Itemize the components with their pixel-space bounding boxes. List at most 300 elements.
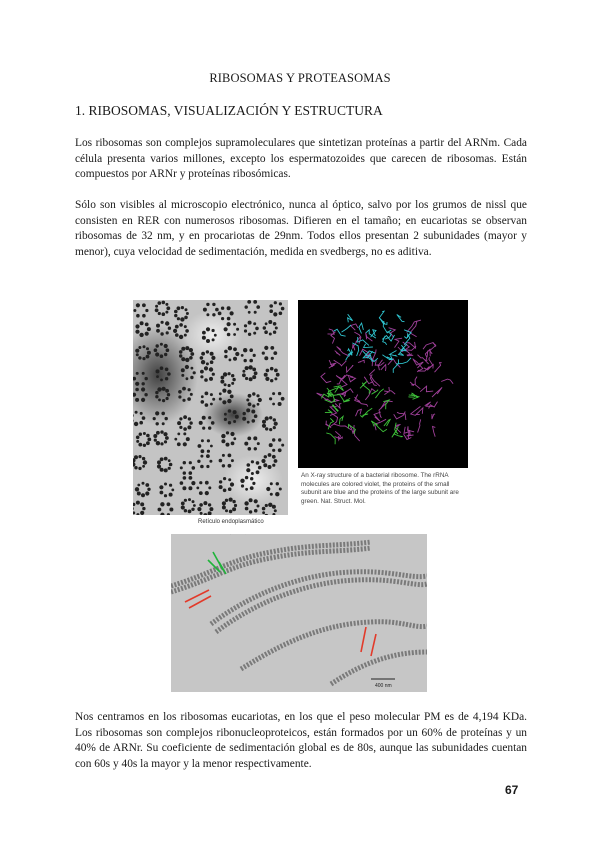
rosette-dot: [158, 312, 161, 315]
rosette-dot: [165, 303, 168, 306]
rosette-dot: [162, 301, 166, 305]
rosette-dot: [276, 373, 280, 377]
rosette-dot: [205, 481, 209, 485]
rosette-dot: [168, 327, 171, 330]
rosette-dot: [191, 508, 194, 511]
rosette-dot: [251, 410, 255, 414]
rosette-dot: [254, 311, 257, 314]
rosette-dot: [189, 471, 193, 475]
rosette-dot: [274, 509, 277, 512]
rosette-dot: [204, 366, 208, 370]
rosette-dot: [182, 387, 186, 391]
rosette-dot: [275, 327, 278, 330]
rosette-dot: [139, 333, 143, 337]
rosette-dot: [230, 482, 234, 486]
rosette-dot: [136, 436, 140, 440]
rosette-dot: [210, 445, 213, 448]
rosette-dot: [192, 500, 195, 503]
rosette-dot: [143, 432, 146, 435]
xray-ribosome-structure: [298, 300, 468, 468]
rosette-dot: [184, 499, 187, 502]
rosette-dot: [142, 482, 145, 485]
rosette-dot: [165, 436, 169, 440]
rosette-dot: [232, 507, 236, 511]
rosette-dot: [168, 467, 171, 470]
rosette-dot: [156, 324, 160, 328]
rosette-dot: [272, 505, 276, 509]
rosette-dot: [145, 377, 148, 380]
rosette-dot: [248, 394, 252, 398]
rosette-dot: [135, 382, 139, 386]
rosette-dot: [231, 459, 234, 462]
rosette-dot: [258, 466, 262, 470]
rosette-dot: [153, 417, 156, 420]
rosette-dot: [145, 332, 149, 336]
rosette-dot: [186, 377, 189, 380]
rosette-dot: [186, 437, 190, 441]
rosette-dot: [214, 334, 217, 337]
rosette-dot: [228, 384, 231, 387]
rosette-dot: [268, 453, 272, 457]
rosette-dot: [199, 491, 203, 495]
rosette-dot: [137, 492, 141, 496]
rosette-dot: [188, 388, 191, 391]
rosette-dot: [256, 305, 260, 309]
rosette-dot: [188, 498, 191, 501]
rosette-dot: [196, 487, 199, 490]
rosette-dot: [178, 395, 181, 398]
rosette-dot: [146, 347, 149, 350]
rosette-dot: [142, 372, 145, 375]
rosette-dot: [279, 312, 283, 316]
rosette-dot: [160, 366, 164, 370]
rosette-dot: [231, 382, 234, 385]
rosette-dot: [235, 415, 239, 419]
rosette-dot: [184, 509, 187, 512]
rosette-dot: [165, 417, 168, 420]
rosette-dot: [183, 471, 186, 474]
rosette-dot: [270, 346, 274, 350]
rosette-dot: [160, 502, 164, 506]
rosette-dot: [257, 403, 260, 406]
rosette-dot: [274, 377, 277, 380]
rosette-dot: [136, 501, 140, 505]
rosette-dot: [180, 317, 184, 321]
rosette-dot: [156, 422, 159, 425]
rosette-dot: [279, 302, 282, 305]
rosette-dot: [231, 442, 235, 446]
rosette-dot: [222, 454, 225, 457]
rosette-dot: [165, 389, 169, 393]
rosette-dot: [227, 399, 231, 403]
rosette-dot: [274, 301, 277, 304]
rosette-dot: [183, 427, 187, 431]
rosette-dot: [183, 442, 187, 446]
rosette-dot: [206, 465, 209, 468]
rosette-dot: [186, 312, 189, 315]
rosette-dot: [243, 412, 246, 415]
rosette-dot: [203, 308, 207, 312]
rosette-dot: [206, 303, 209, 306]
rosette-dot: [185, 358, 189, 362]
rosette-dot: [167, 372, 171, 376]
rosette-dot: [164, 353, 167, 356]
rosette-dot: [162, 422, 165, 425]
rosette-dot: [206, 327, 210, 331]
rosette-dot: [189, 356, 193, 360]
rosette-dot: [144, 393, 147, 396]
rosette-dot: [155, 352, 159, 356]
micrograph-ribosomes: [133, 300, 288, 515]
rosette-dot: [135, 388, 139, 392]
rosette-dot: [207, 450, 210, 453]
rosette-dot: [140, 511, 144, 515]
rosette-dot: [166, 397, 169, 400]
rosette-dot: [191, 367, 194, 370]
rosette-dot: [171, 489, 174, 492]
rosette-dot: [247, 421, 250, 424]
rosette-dot: [188, 486, 192, 490]
rosette-dot: [270, 379, 273, 382]
rosette-dot: [215, 308, 219, 312]
rosette-dot: [142, 314, 146, 318]
rosette-dot: [245, 507, 249, 511]
rosette-dot: [269, 416, 272, 419]
rosette-dot: [222, 501, 226, 505]
rosette-dot: [187, 425, 191, 429]
rosette-dot: [136, 303, 140, 307]
rosette-dot: [169, 484, 172, 487]
rosette-dot: [139, 433, 142, 436]
rosette-dot: [226, 431, 229, 434]
rosette-dot: [255, 327, 259, 331]
rosette-dot: [253, 322, 256, 325]
rosette-dot: [155, 308, 159, 312]
rosette-dot: [188, 417, 191, 420]
rosette-dot: [200, 455, 203, 458]
rosette-dot: [147, 327, 151, 331]
rosette-dot: [212, 303, 215, 306]
rosette-dot: [273, 426, 276, 429]
paragraph-intro: Los ribosomas son complejos supramoleculares que sintetizan proteínas a partir del ARNm. Cada célula presenta varios millones, excepto los espermatozoides que carecen de ribosomas. Están compuestos por ARNr y proteínas ribosómicas.: [75, 137, 527, 181]
rosette-dot: [160, 332, 163, 335]
rosette-dot: [201, 360, 205, 364]
rosette-dot: [158, 301, 162, 305]
rosette-dot: [246, 468, 250, 472]
rosette-dot: [137, 484, 140, 487]
rosette-dot: [233, 357, 237, 361]
rosette-dot: [175, 333, 179, 337]
rosette-dot: [187, 397, 191, 401]
rosette-dot: [183, 461, 186, 464]
rosette-dot: [227, 390, 231, 394]
rosette-dot: [273, 351, 277, 355]
rosette-dot: [273, 418, 276, 421]
rosette-dot: [248, 447, 252, 451]
rosette-dot: [156, 329, 160, 333]
rosette-dot: [165, 368, 169, 372]
rosette-dot: [142, 507, 145, 510]
rosette-dot: [134, 455, 138, 459]
rosette-dot: [253, 300, 257, 304]
rosette-dot: [278, 402, 282, 406]
rosette-dot: [138, 467, 141, 470]
rosette-dot: [157, 387, 161, 391]
rosette-dot: [271, 357, 274, 360]
rosette-dot: [141, 398, 145, 402]
rosette-dot: [179, 323, 183, 327]
rosette-dot: [164, 483, 167, 486]
rosette-dot: [252, 404, 255, 407]
rosette-dot: [262, 352, 265, 355]
rosette-dot: [252, 368, 256, 372]
rosette-dot: [138, 455, 141, 458]
rosette-dot: [252, 419, 256, 423]
rosette-dot: [183, 415, 187, 419]
rosette-dot: [275, 492, 279, 496]
paragraph-eukaryotic: Nos centramos en los ribosomas eucariotas, en los que el peso molecular PM es de 4,194 KDa. Los ribosomas son complejos ribonucleoproteicos, están formados por un 60% de proteínas y un 40% de ARNr. Su coeficiente de sedimentación global es de 80s, aunque las subunidades cuentan con 60s y 40s la mayor y la menor respectivamente.: [75, 711, 527, 770]
rosette-dot: [232, 378, 235, 381]
rosette-dot: [227, 306, 231, 310]
rosette-dot: [165, 311, 168, 314]
rosette-dot: [222, 506, 226, 510]
rosette-dot: [200, 512, 203, 515]
xray-structure-image: [298, 300, 468, 468]
rosette-dot: [269, 428, 272, 431]
rosette-dot: [202, 427, 205, 430]
rosette-dot: [249, 498, 253, 502]
rosette-dot: [201, 395, 204, 398]
rosette-dot: [253, 332, 256, 335]
rosette-dot: [262, 424, 266, 428]
rosette-dot: [155, 391, 158, 394]
rosette-dot: [221, 434, 225, 438]
rosette-dot: [246, 399, 249, 402]
rosette-dot: [198, 444, 202, 448]
rosette-dot: [183, 476, 187, 480]
rosette-dot: [205, 403, 209, 407]
rosette-dot: [248, 311, 251, 314]
rosette-dot: [253, 436, 257, 440]
rosette-dot: [248, 321, 252, 325]
rosette-dot: [142, 357, 145, 360]
rosette-dot: [207, 439, 210, 442]
rosette-dot: [142, 465, 145, 468]
rosette-dot: [264, 330, 268, 334]
rosette-dot: [143, 444, 146, 447]
rosette-dot: [210, 360, 214, 364]
rosette-dot: [219, 398, 222, 401]
rosette-dot: [138, 346, 141, 349]
document-title: RIBOSOMAS Y PROTEASOMAS: [209, 71, 391, 85]
rosette-dot: [278, 438, 281, 441]
rosette-dot: [174, 314, 177, 317]
rosette-dot: [136, 440, 139, 443]
rosette-dot: [158, 399, 161, 402]
rosette-dot: [205, 491, 209, 495]
rosette-dot: [208, 426, 211, 429]
rosette-dot: [274, 369, 278, 373]
rosette-dot: [212, 313, 215, 316]
rosette-dot: [245, 476, 248, 479]
rosette-dot: [161, 412, 165, 416]
rosette-dot: [212, 338, 215, 341]
rosette-dot: [229, 359, 232, 362]
rosette-dot: [254, 499, 258, 503]
rosette-dot: [142, 416, 146, 420]
rosette-dot: [270, 482, 273, 485]
rosette-dot: [272, 455, 276, 459]
rosette-dot: [135, 324, 139, 328]
rosette-dot: [281, 397, 285, 401]
rosette-dot: [262, 507, 266, 511]
rosette-dot: [179, 354, 182, 357]
rosette-dot: [208, 503, 211, 506]
rosette-dot: [273, 312, 277, 316]
rosette-dot: [249, 348, 253, 352]
rosette-dot: [166, 348, 170, 352]
rosette-dot: [185, 329, 189, 333]
rosette-dot: [199, 481, 202, 484]
rosette-dot: [145, 483, 149, 487]
rosette-dot: [209, 507, 213, 511]
rosette-dot: [224, 355, 227, 358]
rosette-dot: [236, 328, 239, 331]
rosette-dot: [160, 343, 163, 346]
rosette-dot: [252, 482, 255, 485]
rosette-dot: [221, 317, 224, 320]
rosette-dot: [146, 434, 150, 438]
rosette-dot: [230, 395, 234, 399]
rosette-dot: [182, 486, 186, 490]
rosette-dot: [228, 454, 232, 458]
rosette-dot: [165, 377, 168, 380]
rosette-dot: [162, 399, 165, 402]
rosette-dot: [160, 430, 163, 433]
rosette-dot: [211, 356, 215, 360]
rosette-dot: [181, 357, 185, 361]
rosette-dot: [268, 320, 272, 324]
rosette-dot: [197, 460, 200, 463]
rosette-dot: [273, 331, 276, 334]
rosette-dot: [265, 416, 269, 420]
micrograph-ribosomes-image: [133, 300, 288, 515]
rosette-dot: [229, 498, 233, 502]
rosette-dot: [174, 310, 178, 314]
rosette-dot: [206, 362, 209, 365]
rosette-dot: [262, 511, 265, 514]
rosette-dot: [227, 322, 231, 326]
rosette-dot: [228, 409, 232, 413]
rosette-dot: [266, 487, 270, 491]
rosette-dot: [134, 422, 138, 426]
rosette-dot: [154, 439, 157, 442]
rosette-dot: [269, 304, 273, 308]
rosette-dot: [218, 312, 222, 316]
rosette-dot: [205, 392, 209, 396]
rosette-dot: [209, 367, 213, 371]
rosette-dot: [136, 353, 139, 356]
rosette-dot: [184, 325, 187, 328]
rosette-dot: [141, 493, 145, 497]
rosette-dot: [164, 344, 168, 348]
rosette-dot: [140, 321, 144, 325]
scale-bar-label: 400 nm: [375, 683, 392, 689]
rosette-dot: [165, 321, 169, 325]
rosette-dot: [224, 327, 228, 331]
rosette-dot: [224, 350, 228, 354]
rosette-dot: [164, 468, 168, 472]
rosette-dot: [145, 323, 149, 327]
rosette-dot: [142, 382, 145, 385]
rosette-dot: [136, 372, 139, 375]
rosette-dot: [249, 377, 253, 381]
rosette-dot: [279, 488, 282, 491]
rosette-dot: [202, 416, 206, 420]
rosette-dot: [184, 316, 188, 320]
rosette-dot: [135, 349, 139, 353]
rosette-dot: [139, 421, 143, 425]
rosette-dot: [245, 377, 248, 380]
rosette-dot: [183, 432, 186, 435]
rosette-dot: [184, 334, 187, 337]
rosette-dot: [162, 387, 166, 391]
rosette-dot: [211, 421, 215, 425]
rosette-dot: [248, 365, 252, 369]
er-label: Retículo endoplasmático: [198, 519, 264, 525]
rosette-dot: [252, 375, 256, 379]
rosette-dot: [249, 359, 253, 363]
rosette-dot: [244, 501, 248, 505]
rosette-dot: [206, 313, 209, 316]
rosette-dot: [241, 484, 244, 487]
rosette-dot: [154, 348, 158, 352]
rosette-dot: [257, 442, 260, 445]
rosette-dot: [251, 460, 254, 463]
rosette-dot: [156, 441, 160, 445]
rosette-dot: [244, 329, 247, 332]
rosette-dot: [182, 399, 185, 402]
rosette-dot: [169, 493, 173, 497]
rosette-dot: [179, 335, 183, 339]
rosette-dot: [201, 352, 205, 356]
rosette-dot: [202, 336, 206, 340]
rosette-dot: [224, 418, 227, 421]
rosette-dot: [248, 333, 251, 336]
rosette-dot: [228, 372, 231, 375]
rosette-dot: [254, 371, 258, 375]
rosette-dot: [225, 499, 228, 502]
rosette-dot: [270, 367, 274, 371]
rosette-dot: [232, 500, 235, 503]
rosette-dot: [210, 403, 213, 406]
rosette-dot: [219, 459, 223, 463]
rosette-dot: [135, 398, 139, 402]
rosette-dot: [256, 461, 260, 465]
micrograph-rough-er: [171, 534, 427, 692]
rosette-dot: [135, 330, 139, 334]
rosette-dot: [190, 393, 193, 396]
rosette-dot: [249, 510, 252, 513]
rosette-dot: [272, 449, 275, 452]
rosette-dot: [225, 509, 228, 512]
rosette-dot: [264, 373, 268, 377]
rosette-dot: [245, 305, 248, 308]
rosette-dot: [179, 350, 183, 354]
rosette-dot: [145, 491, 149, 495]
rosette-dot: [254, 447, 257, 450]
rosette-dot: [242, 373, 246, 377]
